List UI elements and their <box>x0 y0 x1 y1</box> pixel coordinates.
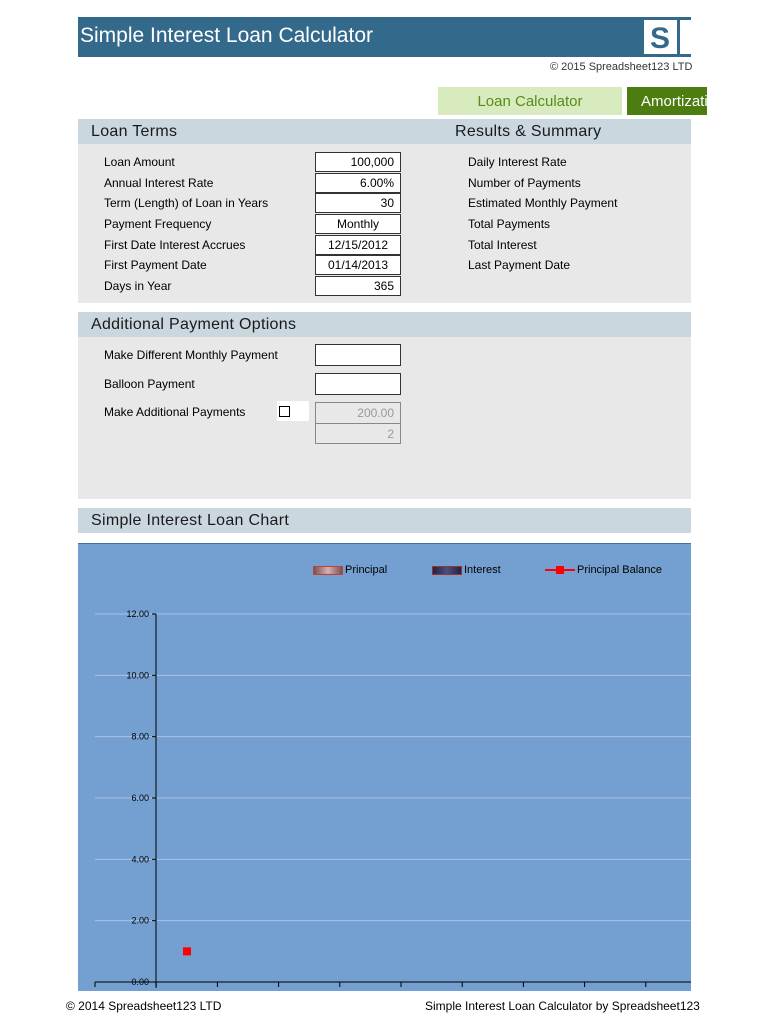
y-tick-label: 4.00 <box>131 854 149 865</box>
total-payments-label: Total Payments <box>468 217 551 231</box>
additional-amount-input[interactable]: 200.00 <box>315 402 401 424</box>
brand-logo <box>644 20 691 54</box>
title-bar <box>78 17 691 57</box>
loan-term-label: Term (Length) of Loan in Years <box>104 196 269 210</box>
svg-text:S: S <box>649 22 671 55</box>
footer-copyright: © 2014 Spreadsheet123 LTD <box>66 999 222 1013</box>
additional-payments-label: Make Additional Payments <box>104 405 246 419</box>
loan-amount-input[interactable]: 100,000 <box>315 152 401 172</box>
first-interest-date-input[interactable]: 12/15/2012 <box>315 235 401 255</box>
y-tick-label: 12.00 <box>126 609 149 619</box>
tab-loan-calculator[interactable]: Loan Calculator <box>438 87 622 115</box>
loan-terms-heading: Loan Terms <box>91 123 178 140</box>
results-heading: Results & Summary <box>455 123 602 140</box>
days-in-year-label: Days in Year <box>104 279 172 293</box>
loan-term-input[interactable]: 30 <box>315 193 401 213</box>
tab-amortization[interactable]: Amortization <box>627 87 707 115</box>
additional-options-heading: Additional Payment Options <box>91 316 297 333</box>
payment-frequency-select[interactable]: Monthly <box>315 214 401 234</box>
interest-rate-label: Annual Interest Rate <box>104 176 214 190</box>
legend-balance-label: Principal Balance <box>577 564 662 576</box>
days-in-year-input[interactable]: 365 <box>315 276 401 296</box>
y-tick-label: 0.00 <box>131 977 149 987</box>
y-tick-label: 10.00 <box>126 670 149 681</box>
loan-amount-label: Loan Amount <box>104 155 175 169</box>
footer-credit: Simple Interest Loan Calculator by Spreadsheet123 <box>425 999 700 1013</box>
monthly-payment-label: Estimated Monthly Payment <box>468 196 618 210</box>
first-interest-date-label: First Date Interest Accrues <box>104 238 246 252</box>
first-payment-date-label: First Payment Date <box>104 258 207 272</box>
page-title: Simple Interest Loan Calculator <box>80 24 373 47</box>
total-interest-label: Total Interest <box>468 238 537 252</box>
interest-rate-input[interactable]: 6.00% <box>315 173 401 193</box>
daily-interest-rate-label: Daily Interest Rate <box>468 155 567 169</box>
loan-chart <box>78 543 691 991</box>
balloon-payment-input[interactable] <box>315 373 401 395</box>
chart-heading: Simple Interest Loan Chart <box>91 512 290 529</box>
first-payment-date-input[interactable]: 01/14/2013 <box>315 255 401 275</box>
y-tick-label: 2.00 <box>131 915 149 926</box>
spreadsheet-page <box>78 0 725 990</box>
balloon-payment-label: Balloon Payment <box>104 377 195 391</box>
different-payment-input[interactable] <box>315 344 401 366</box>
additional-count-input[interactable]: 2 <box>315 423 401 444</box>
additional-payments-checkbox[interactable] <box>279 406 290 417</box>
y-tick-label: 6.00 <box>131 793 149 803</box>
payment-frequency-label: Payment Frequency <box>104 217 212 231</box>
loan-terms-header <box>78 119 691 144</box>
additional-options-header <box>78 312 691 337</box>
legend-interest-label: Interest <box>464 564 501 576</box>
last-payment-date-label: Last Payment Date <box>468 258 571 272</box>
balance-point <box>183 947 191 955</box>
chart-header <box>78 508 691 533</box>
chart-plot <box>78 544 691 991</box>
number-of-payments-label: Number of Payments <box>468 176 581 190</box>
different-payment-label: Make Different Monthly Payment <box>104 348 278 362</box>
legend-principal-label: Principal <box>345 564 388 576</box>
y-tick-label: 8.00 <box>131 731 149 742</box>
copyright-text: © 2015 Spreadsheet123 LTD <box>550 61 693 73</box>
